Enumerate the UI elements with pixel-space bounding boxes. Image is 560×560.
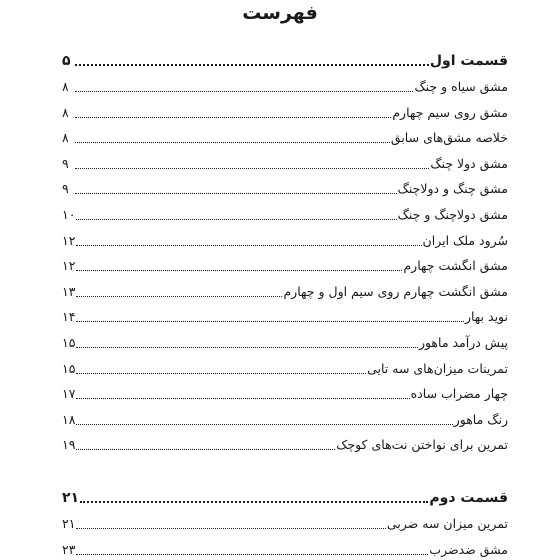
entry-page-number: ۸ [62,130,69,146]
dot-leader [75,64,429,66]
entry-label: چهار مضراب ساده [410,386,508,402]
entry-label: مشق دولاچنگ و چنگ [397,207,508,222]
entry-page-number: ۸ [62,104,69,120]
section-title: قسمت دوم [429,490,508,506]
entry-label: رنگ ماهور [453,411,508,427]
toc-entry-row [62,281,508,301]
entry-page-number: ۱۲ [62,232,76,248]
entry-label: پیش درآمد ماهور [418,335,508,350]
dot-leader [76,347,418,348]
entry-label: مشق دولا چنگ [430,155,508,171]
toc-entry-row [62,178,508,198]
dot-leader [80,501,428,503]
toc-entry-row [62,383,508,403]
dot-leader [75,91,413,92]
entry-label: سُرود ملک ایران [422,232,508,248]
entry-page-number: ۲۱ [62,516,76,531]
toc-entry-row [62,127,508,147]
dot-leader [76,528,385,529]
entry-label: مشق انگشت چهارم [403,258,508,274]
dot-leader [75,117,391,118]
page-title: فهرست [242,2,318,24]
dot-leader [76,270,402,271]
toc-entry-row [62,306,508,326]
entry-label: تمرین برای نواختن نت‌های کوچک [336,437,508,453]
dot-leader [76,373,366,374]
dot-leader [76,296,282,297]
toc-entry-row [62,230,508,250]
toc-entry-row [62,332,508,352]
section-title: قسمت اول [429,53,508,69]
dot-leader [75,168,429,169]
dot-leader [75,193,397,194]
toc-entry-row [62,204,508,224]
dot-leader [76,321,464,322]
toc-entry-row [62,102,508,122]
toc-entry-row [62,76,508,96]
entry-page-number: ۹ [62,155,69,171]
entry-page-number: ۸ [62,79,69,94]
dot-leader [76,424,452,425]
entry-label: مشق چنگ و دولاچنگ [397,181,508,197]
entry-label: مشق سیاه و چنگ [414,79,508,94]
entry-label: نوید بهار [464,309,508,325]
entry-page-number: ۱۰ [62,207,76,222]
dot-leader [76,219,396,220]
entry-page-number: ۲۳ [62,541,76,557]
entry-page-number: ۹ [62,181,69,197]
entry-page-number: ۱۲ [62,258,76,274]
section-heading-row [62,50,508,70]
dot-leader [76,554,428,555]
section-heading-row [62,487,508,507]
toc-entry-row [62,409,508,429]
dot-leader [76,398,409,399]
entry-label: خلاصه مشق‌های سابق [390,130,508,146]
toc-entry-row [62,358,508,378]
entry-label: تمرین میزان سه ضربی [386,516,508,531]
toc-entry-row [62,255,508,275]
entry-label: مشق انگشت چهارم روی سیم اول و چهارم [283,283,508,299]
dot-leader [75,142,390,143]
toc-entry-row [62,434,508,454]
entry-page-number: ۱۹ [62,437,76,453]
entry-page-number: ۱۵ [62,360,76,376]
toc-entry-row [62,513,508,533]
entry-page-number: ۱۵ [62,335,76,350]
section-page-number: ۵ [62,53,71,69]
entry-page-number: ۱۷ [62,386,76,402]
toc-entry-row [62,539,508,559]
entry-page-number: ۱۳ [62,283,76,299]
toc-entry-row [62,153,508,173]
section-page-number: ۲۱ [62,490,80,506]
entry-label: مشق ضدضرب [429,541,508,557]
entry-page-number: ۱۴ [62,309,76,325]
entry-label: تمرینات میزان‌های سه تایی [367,360,508,376]
dot-leader [76,449,335,450]
entry-label: مشق روی سیم چهارم [392,104,508,120]
entry-page-number: ۱۸ [62,411,76,427]
dot-leader [76,245,421,246]
